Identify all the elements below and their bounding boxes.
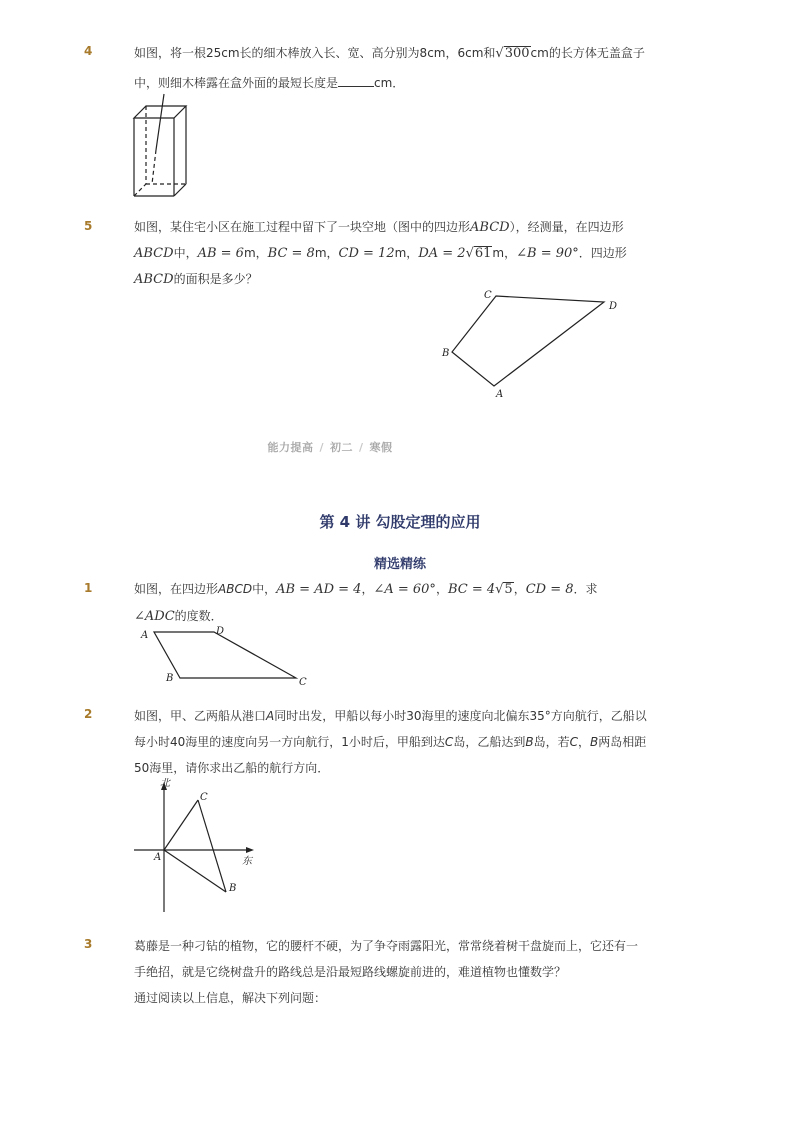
vertex-label-b: B [442,348,450,359]
text: ， [513,582,526,596]
quadrilateral-abcd-figure [136,622,316,690]
sqrt-symbol: √ [495,582,504,597]
sqrt-radicand: 5 [504,582,513,597]
text: ， [577,735,590,749]
math: BC = 8 [267,246,315,261]
question-2-line-1 [134,707,647,724]
point-label-c: C [200,792,208,803]
section-title: 精选精练 [373,557,426,572]
problem-number: 2 [84,707,93,721]
math: B [525,735,534,749]
question-3-line-3: 通过阅读以上信息，解决下列问题： [134,991,327,1005]
text: 中，则细木棒露在盒外面的最短长度是 [134,76,339,90]
text: ， [361,582,374,596]
problem-number: 4 [84,44,93,58]
question-2-line-3 [134,759,329,776]
math: AB = 6 [197,246,244,261]
problem-number: 3 [84,937,93,951]
text: 中， [173,246,198,260]
vertex-label-d: D [609,301,618,312]
math: DA = 2 [418,246,466,261]
text: 中， [252,582,277,596]
math: CD = 12 [338,246,395,261]
text: 如图，甲、乙两船从港口 [134,709,267,723]
question-2-line-2 [134,733,646,750]
question-3-line-2: 手绝招，就是它绕树盘升的路线总是沿最短路线螺旋前进的，难道植物也懂数学？ [134,965,567,979]
vertex-label-c: C [299,677,307,688]
math: ABCD [134,246,174,261]
text: 岛，若 [533,735,570,749]
route-to-c [164,800,198,850]
text: 的度数． [174,609,223,623]
question-3-line-1: 葛藤是一种刁钻的植物，它的腰杆不硬，为了争夺雨露阳光，常常绕着树干盘旋而上，它还有一 [134,939,639,953]
text: 每小时40海里的速度向另一方向航行，1小时后，甲船到达 [134,735,445,749]
north-label: 北 [160,778,170,789]
text: ），经测量，在四边形 [509,220,624,234]
text: 同时出发，甲船以每小时30海里的速度向北偏东35°方向航行，乙船以 [274,709,647,723]
problem-4-line-1 [134,44,645,61]
page-footer [0,439,660,455]
problem-number: 1 [84,581,93,595]
point-label-b: B [229,883,237,894]
footer-item: 初二 [330,441,353,454]
text: cm的长方体无盖盒子 [530,46,645,60]
ship-route-figure [130,776,260,916]
text: 如图，将一根25cm长的细木棒放入长、宽、高分别为8cm，6cm和 [134,46,496,60]
problem-5-line-2 [134,244,627,261]
math: ∠A = 60° [373,582,436,597]
math: AB = AD = 4 [276,582,362,597]
math: C [444,735,454,749]
text: m， [314,246,339,260]
sqrt-radicand: 61 [474,246,492,261]
sqrt-symbol: √ [495,46,504,61]
math: B [589,735,599,749]
quadrilateral-shape [154,632,296,678]
question-1-line-1 [134,580,598,597]
text: 的面积是多少？ [173,272,258,286]
problem-number: 5 [84,219,93,233]
vertex-label-b: B [166,673,174,684]
math: ∠ADC [134,609,175,624]
math: C [569,735,578,749]
text: 岛，乙船达到 [453,735,526,749]
text: 如图，在四边形 [134,582,219,596]
vertex-label-a: A [496,389,504,400]
math: ABCD [470,220,510,235]
vertex-label-a: A [141,630,149,641]
math: BC = 4 [447,582,496,597]
segment-cb [198,800,226,892]
point-label-a: A [154,852,162,863]
answer-blank[interactable] [338,76,374,87]
quadrilateral-shape [452,296,604,386]
quadrilateral-abcd-figure [436,286,626,404]
text: cm． [374,76,405,90]
sqrt-symbol: √ [465,246,474,261]
footer-separator: / [359,441,364,454]
math: CD = 8 [525,582,574,597]
vertex-label-c: C [484,290,492,301]
footer-item: 寒假 [369,441,393,454]
problem-4-line-2 [134,74,404,91]
text: m， [492,246,517,260]
math: A [266,709,275,723]
vertex-label-d: D [216,626,225,637]
problem-5-line-1 [134,218,624,235]
east-label: 东 [242,856,252,867]
text: 50海里，请你求出乙船的航行方向． [134,761,330,775]
text: 如图，某住宅小区在施工过程中留下了一块空地（图中的四边形 [134,220,471,234]
math: ABCD [218,582,253,596]
problem-5-line-3 [134,270,258,287]
text: m， [394,246,419,260]
math: ABCD [134,272,174,287]
route-to-b [164,850,226,892]
sqrt-radicand: 300 [504,46,530,61]
footer-separator: / [319,441,324,454]
text: ．求 [573,582,598,596]
text: m， [243,246,268,260]
text: ．四边形 [578,246,627,260]
text: ， [435,582,448,596]
east-arrow-icon [246,847,254,853]
text: 两岛相距 [598,735,647,749]
math: ∠B = 90° [516,246,579,261]
lecture-title: 第 4 讲 勾股定理的应用 [319,513,481,531]
footer-item: 能力提高 [267,441,314,454]
box-with-stick-figure [130,90,190,202]
